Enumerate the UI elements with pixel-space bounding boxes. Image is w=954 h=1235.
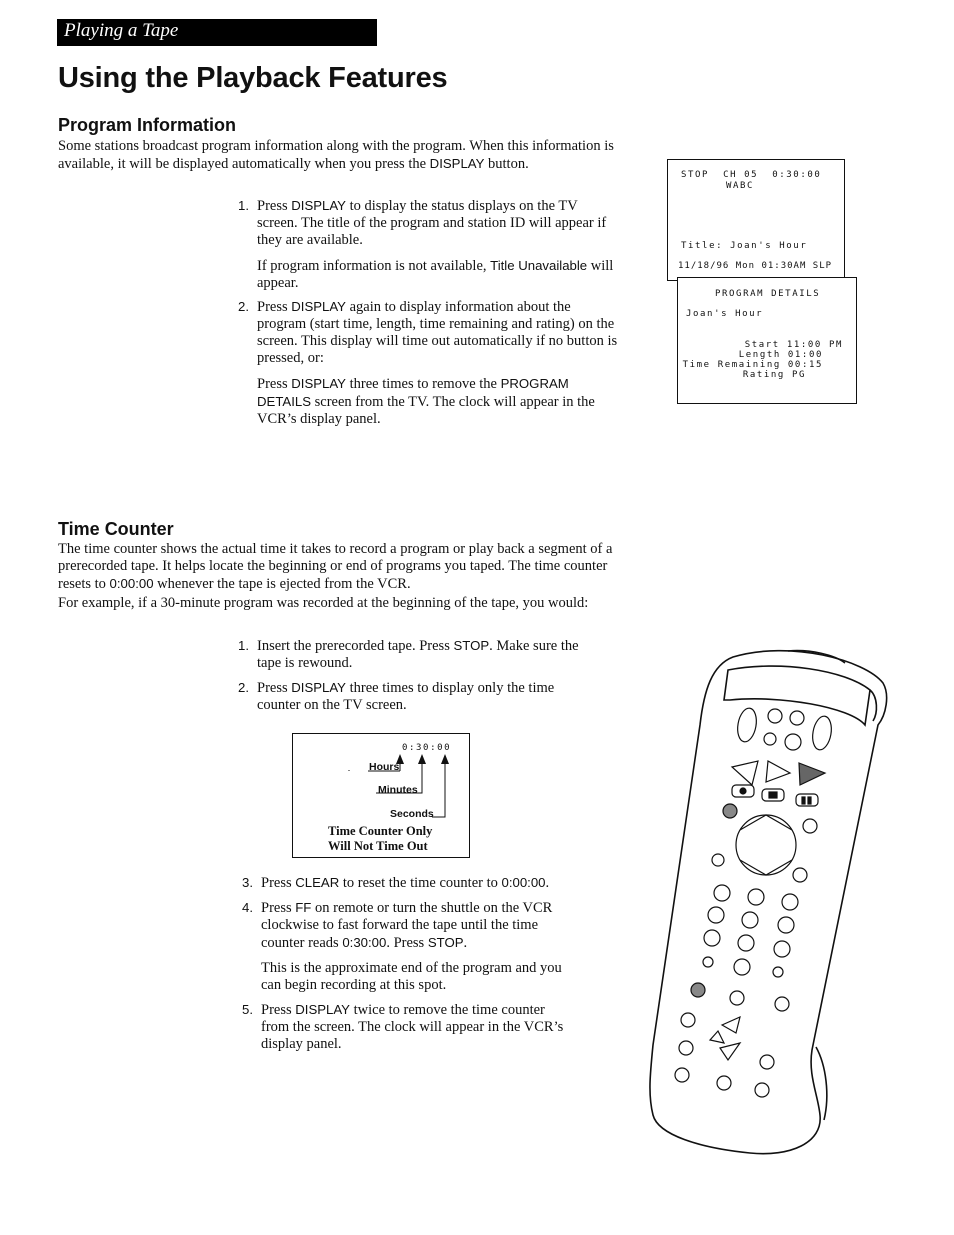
- seconds-arrowhead: [441, 754, 449, 764]
- hours-label: Hours: [369, 761, 400, 773]
- program-details-screen: [677, 277, 857, 404]
- details-remaining: Time Remaining 00:15: [682, 360, 823, 370]
- minutes-arrowhead: [418, 754, 426, 764]
- program-step-1-note: If program information is not available, Title Unavailable will appear.: [257, 258, 614, 291]
- status-program-title: Title: Joan's Hour: [681, 241, 808, 251]
- details-length: Length 01:00: [738, 350, 823, 360]
- section-header-bar: [57, 19, 377, 46]
- details-rating: Rating PG: [742, 370, 806, 380]
- counter-step-4-note: This is the approximate end of the program and you can begin recording at this spot.: [261, 960, 562, 993]
- program-step-1: 1. Press DISPLAY to display the status displays on the TV screen. The title of the program and station ID will appear if they are available. If program information is not available, Title Unavailable will appear.: [238, 197, 618, 292]
- details-start: Start 11:00 PM: [744, 340, 843, 350]
- details-header: PROGRAM DETAILS: [715, 289, 821, 299]
- status-line-1: STOP CH 05 0:30:00: [681, 170, 822, 180]
- section-label: Playing a Tape: [64, 20, 179, 41]
- minutes-label: Minutes: [378, 784, 418, 796]
- status-station-id: WABC: [726, 181, 755, 191]
- time-counter-intro: The time counter shows the actual time it takes to record a program or play back a segment of a prerecorded tape. It helps locate the beginning or end of programs you taped. The time counter resets to 0:00:00 whenever the tape is ejected from the VCR.: [58, 541, 613, 592]
- page-title: Using the Playback Features: [58, 62, 448, 94]
- counter-time: 0:30:00: [402, 743, 452, 753]
- counter-step-4: 4. Press FF on remote or turn the shuttle on the VCR clockwise to fast forward the tape until the time counter reads 0:30:00. Press STOP. This is the approximate end of the program and you can begin recording at this spot.: [242, 899, 572, 994]
- program-step-2: 2. Press DISPLAY again to display information about the program (start time, length, time remaining and rating) on the screen. This display will time out automatically if no button is pressed, or: Press DISPLAY three times to remove the PROGRAM DETAILS screen from the TV. The clock will appear in the VCR’s display panel.: [238, 299, 618, 427]
- status-date-line: 11/18/96 Mon 01:30AM SLP: [678, 261, 833, 271]
- remote-control-icon: [640, 645, 895, 1160]
- counter-step-2: 2. Press DISPLAY three times to display only the time counter on the TV screen.: [238, 680, 555, 713]
- counter-step-3: 3. Press CLEAR to reset the time counter to 0:00:00.: [242, 875, 550, 891]
- counter-step-1: 1. Insert the prerecorded tape. Press STOP. Make sure the tape is rewound.: [238, 638, 579, 671]
- program-info-intro: Some stations broadcast program information along with the program. When this information is available, it will be displayed automatically when you press the DISPLAY button.: [58, 138, 614, 172]
- counter-step-5: 5. Press DISPLAY twice to remove the time counter from the screen. The clock will appear in the VCR’s display panel.: [242, 1002, 564, 1052]
- program-step-2-note: Press DISPLAY three times to remove the PROGRAM DETAILS screen from the TV. The clock will appear in the VCR’s display panel.: [257, 376, 595, 427]
- time-counter-example: For example, if a 30-minute program was recorded at the beginning of the tape, you would:: [58, 595, 589, 611]
- seconds-label: Seconds: [390, 808, 434, 820]
- program-info-heading: Program Information: [58, 115, 237, 135]
- counter-caption: Time Counter Only Will Not Time Out: [328, 824, 433, 853]
- status-display-screen: [667, 159, 845, 281]
- time-counter-heading: Time Counter: [58, 519, 174, 539]
- details-title: Joan's Hour: [686, 309, 764, 319]
